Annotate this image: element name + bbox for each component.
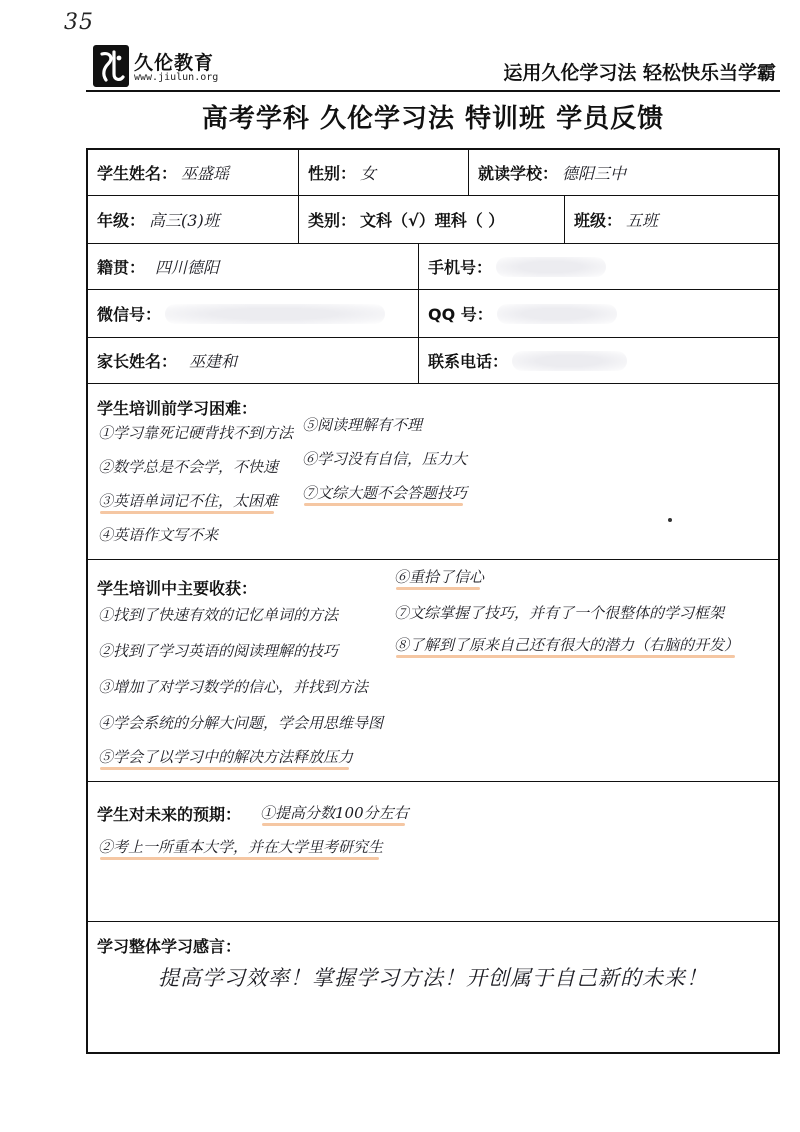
jiulun-logo-icon <box>92 44 130 88</box>
gains-section <box>88 560 778 782</box>
expectation-line-1: ①提高分数100分左右 <box>260 804 409 822</box>
student-name-value: 巫盛瑶 <box>181 164 230 183</box>
gender-cell <box>299 150 469 196</box>
difficulty-item: ②数学总是不会学，不快速 <box>98 458 279 476</box>
grade-cell <box>88 196 299 244</box>
phone-redaction <box>496 257 606 277</box>
header-divider <box>86 90 780 92</box>
qq-cell <box>419 290 778 338</box>
logo <box>92 44 242 88</box>
wechat-label: 微信号： <box>97 305 162 324</box>
remark-text: 提高学习效率！掌握学习方法！开创属于自己新的未来！ <box>158 966 708 990</box>
school-value: 德阳三中 <box>562 164 627 183</box>
contact-cell <box>419 338 778 384</box>
logo-url: www.jiulun.org <box>134 72 219 83</box>
grade-value: 高三(3)班 <box>149 211 220 230</box>
expectation-line-2: ②考上一所重本大学，并在大学里考研究生 <box>98 838 384 856</box>
class-label: 班级： <box>574 211 623 230</box>
gain-item: ⑥重拾了信心 <box>394 568 485 586</box>
contact-redaction <box>512 351 627 371</box>
school-label: 就读学校： <box>478 164 559 183</box>
school-cell <box>469 150 778 196</box>
gain-item: ⑦文综掌握了技巧，并有了一个很整体的学习框架 <box>394 604 725 622</box>
gain-item: ③增加了对学习数学的信心，并找到方法 <box>98 678 369 696</box>
hometown-value: 四川德阳 <box>155 258 220 277</box>
class-cell <box>565 196 778 244</box>
category-label: 类别： <box>308 211 357 230</box>
wechat-redaction <box>165 304 385 324</box>
gain-item: ①找到了快速有效的记忆单词的方法 <box>98 606 339 624</box>
ink-dot <box>668 518 672 522</box>
difficulty-item: ④英语作文写不来 <box>98 526 219 544</box>
feedback-form <box>86 148 780 1054</box>
difficulties-label: 学生培训前学习困难： <box>97 399 258 418</box>
logo-name: 久伦教育 <box>134 52 215 74</box>
difficulty-item: ⑥学习没有自信，压力大 <box>302 450 468 468</box>
class-value: 五班 <box>626 211 659 230</box>
student-name-label: 学生姓名： <box>97 164 178 183</box>
gender-label: 性别： <box>308 164 357 183</box>
phone-cell <box>419 244 778 290</box>
difficulty-item: ⑦文综大题不会答题技巧 <box>302 484 468 502</box>
student-name-cell <box>88 150 299 196</box>
expectation-section <box>88 782 778 922</box>
difficulties-section <box>88 384 778 560</box>
gain-item: ⑤学会了以学习中的解决方法释放压力 <box>98 748 354 766</box>
phone-label: 手机号： <box>428 258 493 277</box>
qq-label: QQ 号： <box>428 305 493 324</box>
expectation-label: 学生对未来的预期： <box>97 805 242 824</box>
page-number: 35 <box>64 10 94 35</box>
difficulty-item: ①学习靠死记硬背找不到方法 <box>98 424 294 442</box>
slogan: 运用久伦学习法 轻松快乐当学霸 <box>503 62 776 84</box>
form-title: 高考学科 久伦学习法 特训班 学员反馈 <box>201 104 665 134</box>
gain-item: ④学会系统的分解大问题，学会用思维导图 <box>98 714 384 732</box>
gain-item: ②找到了学习英语的阅读理解的技巧 <box>98 642 339 660</box>
parent-value: 巫建和 <box>189 352 238 371</box>
qq-redaction <box>497 304 617 324</box>
remark-section <box>88 922 778 1052</box>
difficulty-item: ③英语单词记不住，太困难 <box>98 492 279 510</box>
contact-label: 联系电话： <box>428 352 509 371</box>
gender-value: 女 <box>360 164 377 183</box>
gain-item: ⑧了解到了原来自己还有很大的潜力（右脑的开发） <box>394 636 740 654</box>
remark-label: 学习整体学习感言： <box>97 937 242 956</box>
parent-label: 家长姓名： <box>97 352 178 371</box>
category-cell <box>299 196 565 244</box>
gains-label: 学生培训中主要收获： <box>97 579 258 598</box>
hometown-label: 籍贯： <box>97 258 146 277</box>
category-value: 文科（√）理科（ ） <box>360 211 505 230</box>
wechat-cell <box>88 290 419 338</box>
hometown-cell <box>88 244 419 290</box>
difficulty-item: ⑤阅读理解有不理 <box>302 416 423 434</box>
parent-cell <box>88 338 419 384</box>
grade-label: 年级： <box>97 211 146 230</box>
